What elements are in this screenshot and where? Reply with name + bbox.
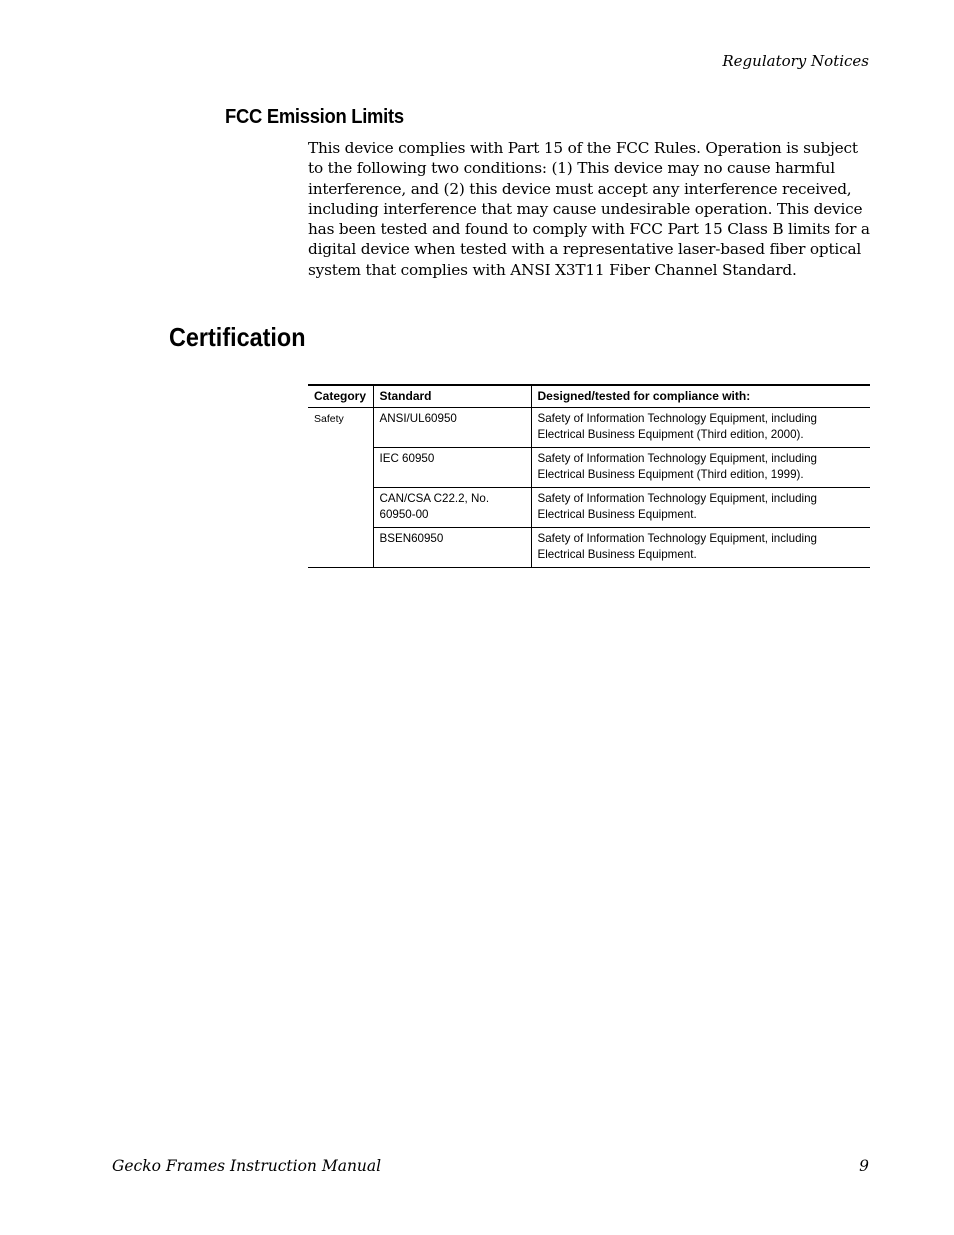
standard-cell: ANSI/UL60950 <box>373 408 531 448</box>
fcc-emission-limits-heading: FCC Emission Limits <box>225 106 404 128</box>
standard-cell: BSEN60950 <box>373 528 531 568</box>
table-row <box>308 408 870 448</box>
footer-manual-title: Gecko Frames Instruction Manual <box>112 1157 382 1175</box>
fcc-paragraph: This device complies with Part 15 of the FCC Rules. Operation is subject to the following two conditions: (1) This device may no cause harmful interference, and (2) this device must accept any interference received, including interference that may cause undesirable operation. This device has been tested and found to comply with FCC Part 15 Class B limits for a digital device when tested with a representative laser-based fiber optical system that complies with ANSI X3T11 Fiber Channel Standard. <box>308 139 870 279</box>
standard-cell: CAN/CSA C22.2, No. 60950-00 <box>373 488 531 528</box>
compliance-cell: Safety of Information Technology Equipment, including Electrical Business Equipment. <box>531 488 870 528</box>
compliance-cell: Safety of Information Technology Equipment, including Electrical Business Equipment. <box>531 528 870 568</box>
table-header-row <box>308 385 870 408</box>
header-standard: Standard <box>373 385 531 408</box>
table-row <box>308 488 870 528</box>
table-row <box>308 448 870 488</box>
running-header: Regulatory Notices <box>722 52 869 70</box>
certification-heading: Certification <box>169 322 306 352</box>
compliance-cell: Safety of Information Technology Equipment, including Electrical Business Equipment (Third edition, 1999). <box>531 448 870 488</box>
header-compliance: Designed/tested for compliance with: <box>531 385 870 408</box>
compliance-cell: Safety of Information Technology Equipment, including Electrical Business Equipment (Third edition, 2000). <box>531 408 870 448</box>
certification-table <box>308 384 870 568</box>
header-category: Category <box>308 385 373 408</box>
table-row <box>308 528 870 568</box>
category-cell: Safety <box>308 408 373 568</box>
footer-page-number: 9 <box>859 1157 869 1175</box>
standard-cell: IEC 60950 <box>373 448 531 488</box>
